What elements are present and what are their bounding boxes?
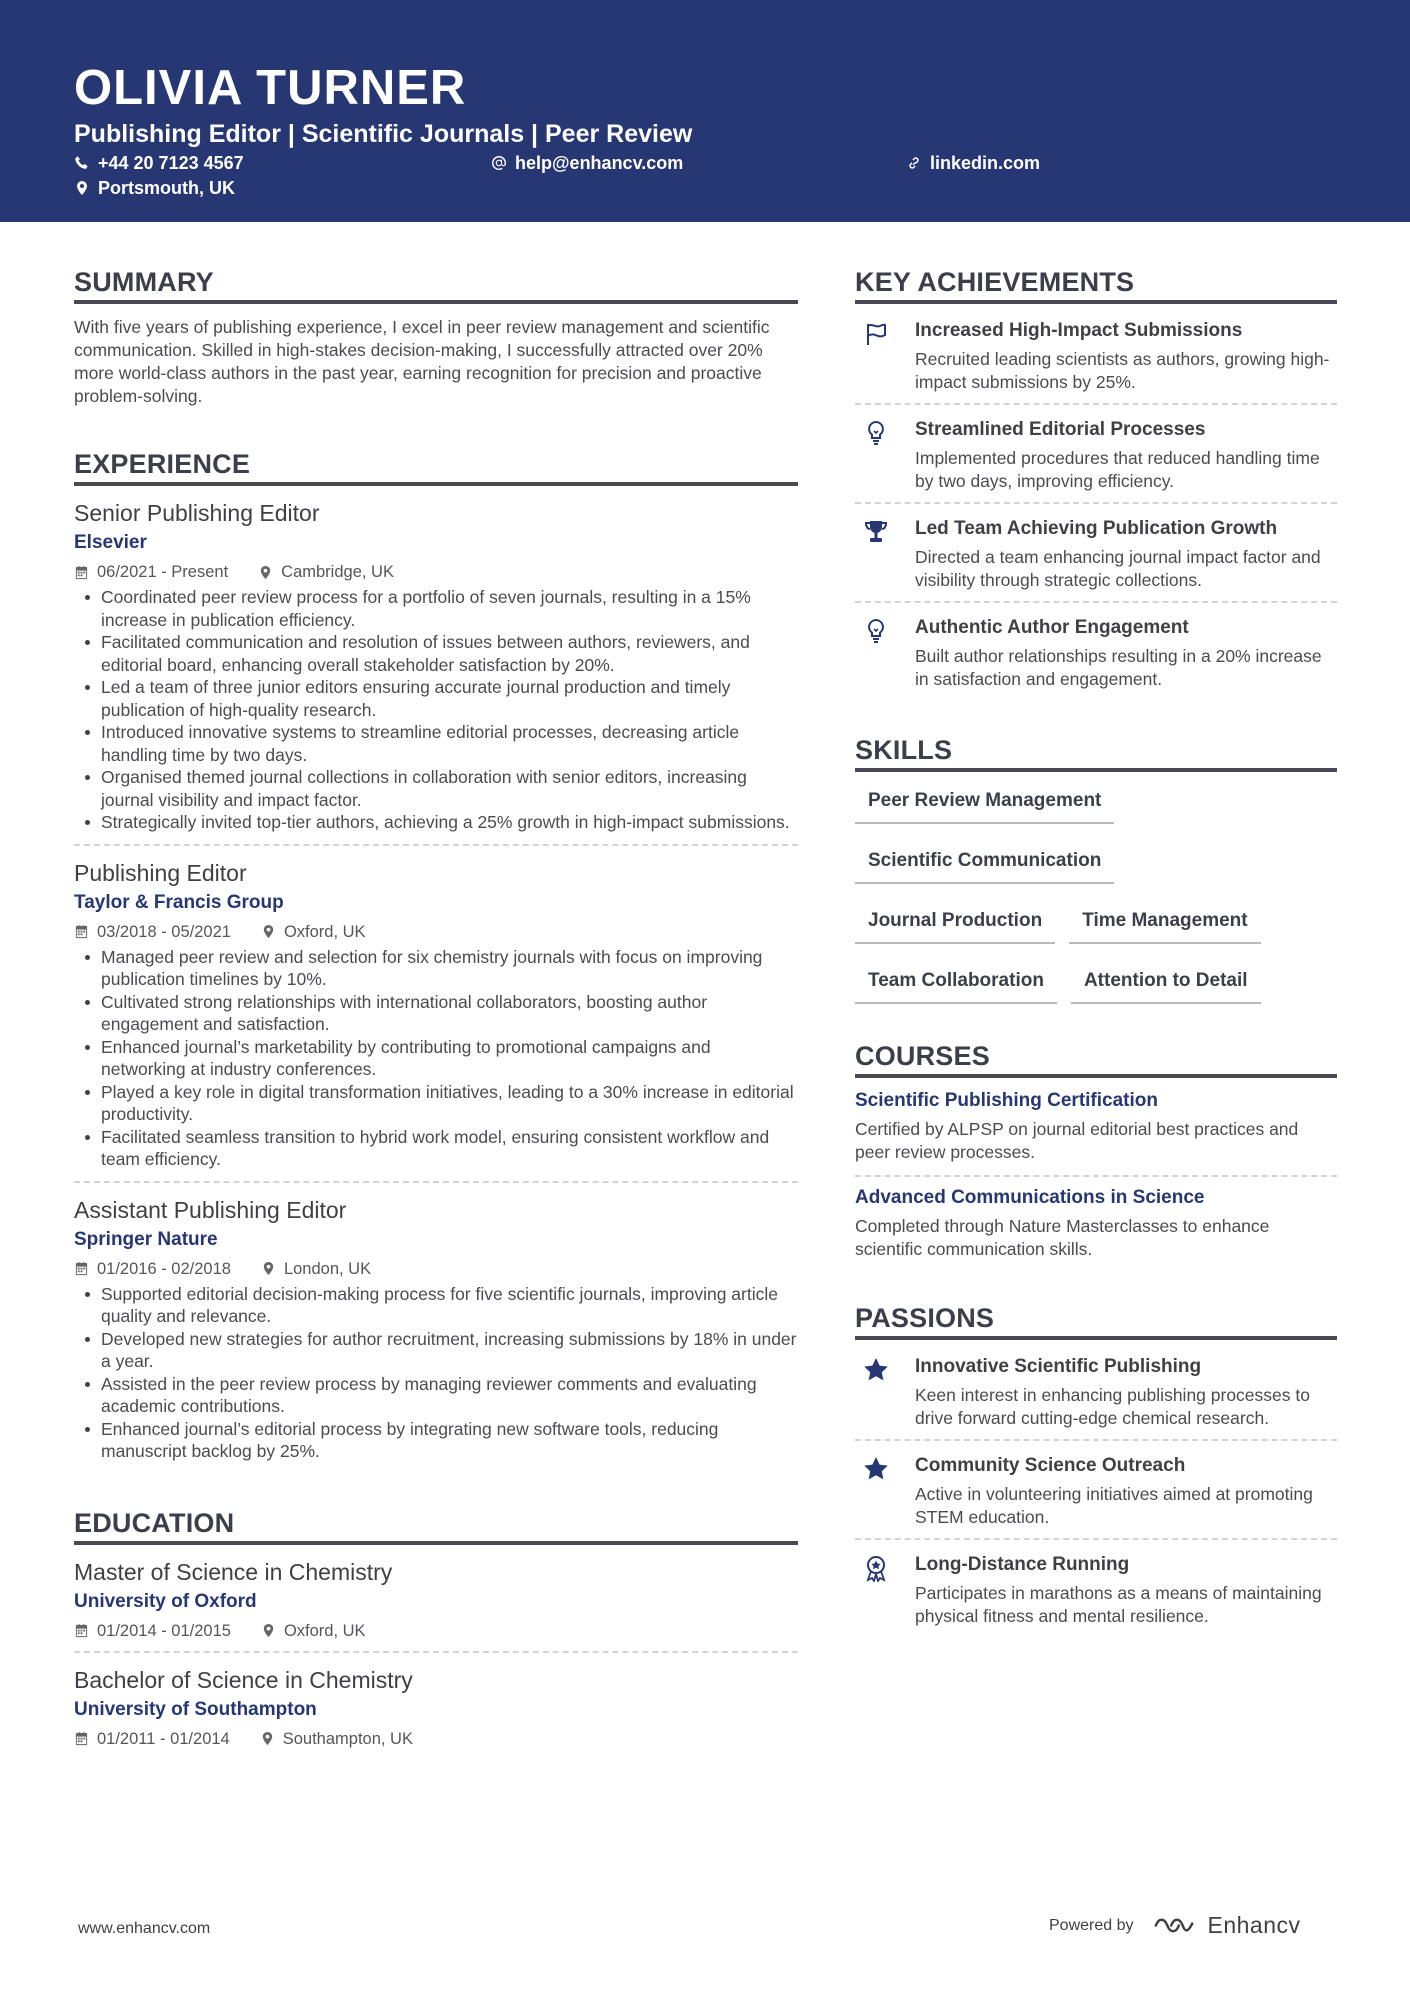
- summary-text: With five years of publishing experience, I excel in peer review management and scientific communication. Skilled in high-stakes decision-making, I successfully attracted over 20% more world-class authors in the past year, earning recognition for precision and proactive problem-solving.: [74, 317, 770, 406]
- lightbulb-icon: [862, 419, 890, 447]
- contact-linkedin[interactable]: [906, 151, 1040, 175]
- summary-heading: SUMMARY: [74, 264, 798, 304]
- candidate-name: OLIVIA TURNER: [74, 61, 467, 115]
- degree-title: Master of Science in Chemistry: [74, 1558, 393, 1585]
- candidate-title: Publishing Editor | Scientific Journals | Peer Review: [74, 120, 693, 148]
- education-entry: [74, 1557, 798, 1651]
- skill-tag: Attention to Detail: [1071, 958, 1261, 1004]
- achievement-title: Increased High-Impact Submissions: [915, 320, 1243, 341]
- passion-desc: Participates in marathons as a means of maintaining physical fitness and mental resilience.: [915, 1583, 1322, 1626]
- skill-tag: Scientific Communication: [855, 838, 1114, 884]
- passion-title: Innovative Scientific Publishing: [915, 1356, 1202, 1377]
- achievement-title: Streamlined Editorial Processes: [915, 419, 1206, 440]
- experience-section: [74, 446, 798, 1473]
- job-meta: [74, 1257, 798, 1281]
- calendar-icon: [74, 565, 89, 580]
- school-name: University of Southampton: [74, 1698, 317, 1720]
- achievement-desc: Implemented procedures that reduced handling time by two days, improving efficiency.: [915, 448, 1320, 491]
- job-dates: 06/2021 - Present: [97, 563, 229, 581]
- trophy-icon: [862, 518, 890, 546]
- passion-item: [855, 1538, 1337, 1637]
- education-location: Southampton, UK: [282, 1729, 413, 1748]
- star-icon: [862, 1356, 890, 1384]
- skills-heading: SKILLS: [855, 732, 1337, 772]
- passion-item: [855, 1342, 1337, 1439]
- education-meta: [74, 1619, 798, 1643]
- achievement-desc: Built author relationships resulting in a 20% increase in satisfaction and engagement.: [915, 646, 1322, 689]
- email-text: help@enhancv.com: [515, 153, 684, 173]
- achievement-item: [855, 306, 1337, 403]
- contact-email[interactable]: [491, 151, 683, 175]
- location-pin-icon: [261, 1623, 276, 1638]
- job-title: Publishing Editor: [74, 859, 247, 886]
- job-bullet: Facilitated seamless transition to hybrid work model, ensuring consistent workflow and team efficiency.: [74, 1126, 798, 1171]
- job-company: Springer Nature: [74, 1228, 218, 1250]
- job-bullet: Assisted in the peer review process by managing reviewer comments and evaluating academic contributions.: [74, 1373, 798, 1418]
- job-dates: 01/2016 - 02/2018: [97, 1259, 231, 1278]
- education-location: Oxford, UK: [283, 1621, 366, 1640]
- contact-phone[interactable]: [74, 151, 244, 175]
- location-pin-icon: [258, 565, 273, 580]
- enhancv-logo-icon: [1152, 1914, 1198, 1937]
- course-item: [855, 1175, 1337, 1272]
- achievement-desc: Directed a team enhancing journal impact factor and visibility through strategic collections.: [915, 547, 1321, 590]
- job-meta: [74, 560, 798, 584]
- education-meta: [74, 1727, 798, 1751]
- lightbulb-icon: [862, 617, 890, 645]
- left-column: [74, 264, 798, 1759]
- job-entry: [74, 1181, 798, 1473]
- job-bullet: Cultivated strong relationships with international collaborators, boosting author engagement and satisfaction.: [74, 991, 798, 1036]
- education-entry: [74, 1651, 798, 1759]
- job-company: Elsevier: [74, 532, 147, 553]
- job-dates: 03/2018 - 05/2021: [97, 922, 231, 941]
- powered-by-text: Powered by: [1049, 1916, 1134, 1934]
- star-icon: [862, 1455, 890, 1483]
- passion-desc: Keen interest in enhancing publishing processes to drive forward cutting-edge chemical research.: [915, 1385, 1310, 1428]
- education-dates: 01/2011 - 01/2014: [97, 1729, 230, 1748]
- passion-desc: Active in volunteering initiatives aimed at promoting STEM education.: [915, 1484, 1313, 1527]
- achievement-title: Authentic Author Engagement: [915, 617, 1189, 638]
- passion-title: Long-Distance Running: [915, 1554, 1130, 1575]
- job-bullets: [74, 586, 798, 834]
- experience-heading: EXPERIENCE: [74, 446, 798, 486]
- job-bullet: Managed peer review and selection for six chemistry journals with focus on improving publication timelines by 10%.: [74, 946, 798, 991]
- job-bullet: Facilitated communication and resolution of issues between authors, reviewers, and editorial board, enhancing overall stakeholder satisfaction by 20%.: [74, 631, 798, 676]
- linkedin-text: linkedin.com: [930, 153, 1041, 173]
- achievements-section: [855, 264, 1337, 700]
- footer-website[interactable]: www.enhancv.com: [78, 1920, 211, 1937]
- job-bullet: Enhanced journal’s marketability by contributing to promotional campaigns and networking at industry conferences.: [74, 1036, 798, 1081]
- education-heading: EDUCATION: [74, 1505, 798, 1545]
- job-bullet: Organised themed journal collections in collaboration with senior editors, increasing journal visibility and impact factor.: [74, 766, 798, 811]
- link-icon: [906, 155, 922, 171]
- achievement-item: [855, 403, 1337, 502]
- location-text: Portsmouth, UK: [98, 178, 235, 198]
- skill-tag: Team Collaboration: [855, 958, 1057, 1004]
- medal-icon: [862, 1554, 890, 1582]
- job-title: Senior Publishing Editor: [74, 500, 320, 526]
- job-bullet: Strategically invited top-tier authors, achieving a 25% growth in high-impact submissions.: [74, 811, 798, 834]
- job-bullet: Developed new strategies for author recruitment, increasing submissions by 18% in under a year.: [74, 1328, 798, 1373]
- courses-section: [855, 1038, 1337, 1272]
- location-pin-icon: [260, 1731, 275, 1746]
- skill-tag: Peer Review Management: [855, 778, 1114, 824]
- location-pin-icon: [261, 1261, 276, 1276]
- job-bullet: Coordinated peer review process for a portfolio of seven journals, resulting in a 15% increase in publication efficiency.: [74, 586, 798, 631]
- passions-heading: PASSIONS: [855, 1300, 1337, 1340]
- passion-title: Community Science Outreach: [915, 1455, 1186, 1476]
- job-bullet: Supported editorial decision-making process for five scientific journals, improving article quality and relevance.: [74, 1283, 798, 1328]
- job-bullets: [74, 1283, 798, 1463]
- courses-heading: COURSES: [855, 1038, 1337, 1078]
- school-name: University of Oxford: [74, 1590, 257, 1612]
- achievements-heading: KEY ACHIEVEMENTS: [855, 264, 1337, 304]
- education-dates: 01/2014 - 01/2015: [97, 1621, 231, 1640]
- job-bullet: Enhanced journal’s editorial process by integrating new software tools, reducing manuscript backlog by 25%.: [74, 1418, 798, 1463]
- passions-section: [855, 1300, 1337, 1637]
- job-company: Taylor & Francis Group: [74, 891, 284, 913]
- calendar-icon: [74, 1623, 89, 1638]
- contact-location: [74, 176, 235, 200]
- achievement-item: [855, 601, 1337, 700]
- calendar-icon: [74, 924, 89, 939]
- passion-item: [855, 1439, 1337, 1538]
- skill-tag: Time Management: [1069, 898, 1260, 944]
- skill-tag: Journal Production: [855, 898, 1055, 944]
- summary-section: [74, 264, 798, 408]
- course-desc: Certified by ALPSP on journal editorial best practices and peer review processes.: [855, 1119, 1299, 1162]
- flag-icon: [862, 320, 890, 348]
- achievement-title: Led Team Achieving Publication Growth: [915, 518, 1278, 539]
- skills-section: [855, 732, 1337, 1018]
- job-location: Cambridge, UK: [281, 563, 394, 581]
- job-bullets: [74, 946, 798, 1171]
- job-title: Assistant Publishing Editor: [74, 1196, 347, 1223]
- location-pin-icon: [261, 924, 276, 939]
- phone-icon: [74, 155, 90, 171]
- footer-branding: [1049, 1912, 1301, 1939]
- job-entry: [74, 498, 798, 844]
- at-icon: [491, 155, 507, 171]
- job-entry: [74, 844, 798, 1181]
- job-location: London, UK: [283, 1259, 372, 1278]
- brand-name: Enhancv: [1207, 1912, 1301, 1938]
- achievement-desc: Recruited leading scientists as authors, growing high-impact submissions by 25%.: [915, 349, 1330, 392]
- job-bullet: Played a key role in digital transformation initiatives, leading to a 30% increase in editorial productivity.: [74, 1081, 798, 1126]
- resume-header: [0, 0, 1410, 222]
- achievement-item: [855, 502, 1337, 601]
- brand-logo[interactable]: [1152, 1912, 1301, 1939]
- course-item: [855, 1080, 1337, 1175]
- job-meta: [74, 920, 798, 944]
- location-pin-icon: [74, 180, 90, 196]
- phone-text: +44 20 7123 4567: [98, 153, 244, 173]
- course-title: Advanced Communications in Science: [855, 1187, 1205, 1208]
- job-bullet: Introduced innovative systems to streamline editorial processes, decreasing article handling time by two days.: [74, 721, 798, 766]
- job-bullet: Led a team of three junior editors ensuring accurate journal production and timely publication of high-quality research.: [74, 676, 798, 721]
- calendar-icon: [74, 1731, 89, 1746]
- course-desc: Completed through Nature Masterclasses to enhance scientific communication skills.: [855, 1216, 1270, 1259]
- education-section: [74, 1505, 798, 1759]
- degree-title: Bachelor of Science in Chemistry: [74, 1666, 413, 1693]
- course-title: Scientific Publishing Certification: [855, 1090, 1158, 1111]
- right-column: [855, 264, 1337, 1637]
- skills-list: [855, 778, 1337, 1018]
- job-location: Oxford, UK: [283, 922, 366, 941]
- calendar-icon: [74, 1261, 89, 1276]
